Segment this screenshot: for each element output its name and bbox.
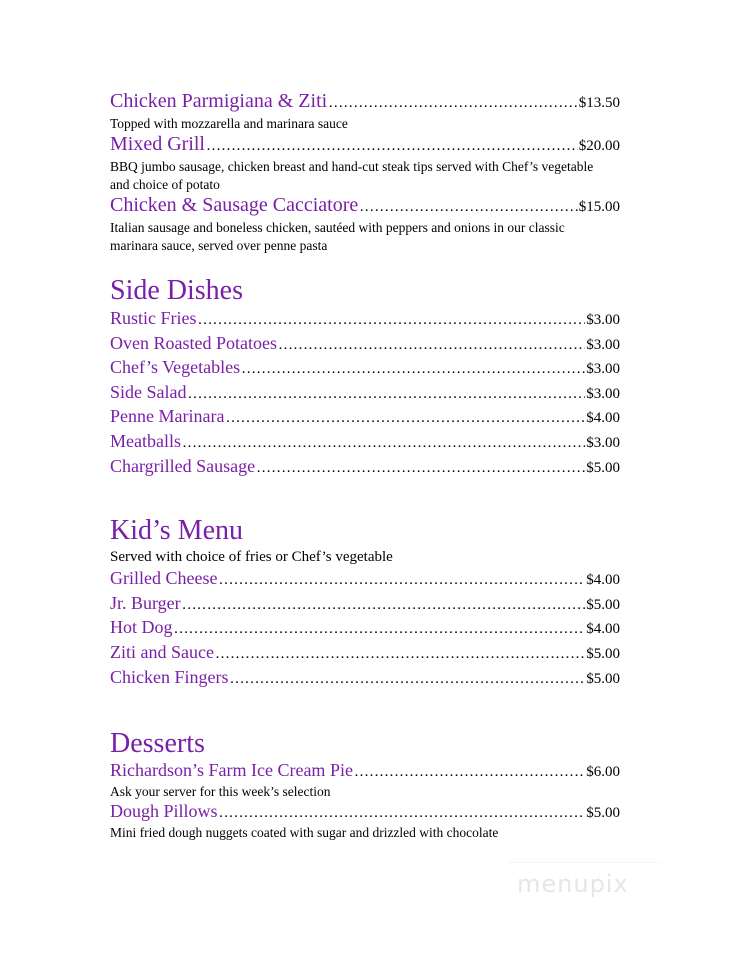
- item-name: Ziti and Sauce: [110, 641, 214, 662]
- dot-leader: [182, 594, 586, 617]
- item-price: $3.00: [586, 312, 620, 328]
- section-note: Served with choice of fries or Chef’s vegetable: [110, 549, 393, 566]
- item-price: $5.00: [586, 805, 620, 822]
- item-price: $5.00: [586, 670, 620, 687]
- dot-leader: [198, 309, 586, 332]
- item-price: $5.00: [586, 645, 620, 662]
- item-price: $3.00: [586, 361, 620, 378]
- menu-item: [110, 332, 620, 357]
- menu-item: [110, 616, 620, 641]
- item-price: $3.00: [586, 385, 620, 402]
- item-name: Mixed Grill: [110, 133, 205, 155]
- dot-leader: [225, 407, 585, 430]
- item-name: Chef’s Vegetables: [110, 357, 241, 378]
- dot-leader: [174, 618, 586, 641]
- entree-section: [110, 90, 620, 255]
- item-price: $3.00: [586, 336, 620, 353]
- item-name: Rustic Fries: [110, 308, 197, 328]
- item-name: Richardson’s Farm Ice Cream Pie: [110, 760, 353, 781]
- menu-item: [110, 356, 620, 381]
- menu-item: [110, 90, 620, 133]
- item-description: Italian sausage and boneless chicken, sautéed with peppers and onions in our classic marinara sauce, served over penne pasta: [110, 220, 565, 253]
- menu-item: [110, 666, 620, 691]
- dot-leader: [219, 803, 586, 824]
- item-price: $13.50: [578, 95, 620, 111]
- desserts-section: [110, 728, 620, 842]
- item-price: $5.00: [586, 459, 620, 476]
- item-description: BBQ jumbo sausage, chicken breast and hand-cut steak tips served with Chef’s vegetable and choice of potato: [110, 159, 594, 192]
- menu-item: [110, 567, 620, 592]
- dot-leader: [218, 569, 585, 592]
- item-price: $4.00: [586, 572, 620, 589]
- menu-item: [110, 405, 620, 430]
- item-name: Hot Dog: [110, 617, 173, 638]
- item-price: $15.00: [578, 199, 620, 215]
- section-title: Desserts: [110, 728, 205, 760]
- dot-leader: [328, 92, 578, 115]
- item-price: $3.00: [586, 434, 620, 451]
- menu-item: [110, 801, 620, 842]
- item-name: Chicken Parmigiana & Ziti: [110, 90, 328, 112]
- dot-leader: [215, 643, 585, 666]
- menu-item: [110, 592, 620, 617]
- dot-leader: [188, 383, 586, 406]
- section-title: Side Dishes: [110, 275, 243, 306]
- item-name: Chicken Fingers: [110, 666, 229, 687]
- dot-leader: [256, 457, 585, 480]
- dot-leader: [354, 762, 585, 783]
- menu-page: [110, 90, 620, 842]
- item-description: Topped with mozzarella and marinara sauce: [110, 116, 348, 131]
- item-price: $4.00: [586, 621, 620, 638]
- item-description: Mini fried dough nuggets coated with sugar and drizzled with chocolate: [110, 825, 499, 841]
- dot-leader: [241, 358, 585, 381]
- dot-leader: [182, 432, 585, 455]
- item-name: Side Salad: [110, 381, 187, 402]
- dot-leader: [359, 196, 578, 219]
- item-name: Oven Roasted Potatoes: [110, 332, 277, 353]
- item-name: Chicken & Sausage Cacciatore: [110, 194, 359, 216]
- menu-item: [110, 430, 620, 455]
- kids-menu-section: [110, 515, 620, 690]
- watermark-logo: menupix: [517, 870, 629, 898]
- section-title: Kid’s Menu: [110, 515, 243, 547]
- menu-item: [110, 307, 620, 332]
- dot-leader: [206, 135, 578, 158]
- dot-leader: [278, 334, 585, 357]
- item-name: Grilled Cheese: [110, 568, 218, 589]
- item-price: $4.00: [586, 410, 620, 427]
- item-description: Ask your server for this week’s selection: [110, 784, 331, 800]
- menu-item: [110, 455, 620, 480]
- menu-item: [110, 381, 620, 406]
- item-name: Meatballs: [110, 430, 181, 451]
- item-name: Chargrilled Sausage: [110, 455, 256, 476]
- dot-leader: [230, 668, 586, 691]
- menu-item: [110, 194, 620, 255]
- item-price: $20.00: [578, 138, 620, 154]
- item-name: Dough Pillows: [110, 801, 218, 822]
- watermark-line: [510, 862, 660, 864]
- menu-item: [110, 641, 620, 666]
- item-name: Penne Marinara: [110, 406, 225, 427]
- menu-item: [110, 760, 620, 801]
- menu-item: [110, 133, 620, 194]
- item-name: Jr. Burger: [110, 592, 181, 613]
- item-price: $6.00: [586, 764, 620, 781]
- side-dishes-section: [110, 275, 620, 479]
- item-price: $5.00: [586, 596, 620, 613]
